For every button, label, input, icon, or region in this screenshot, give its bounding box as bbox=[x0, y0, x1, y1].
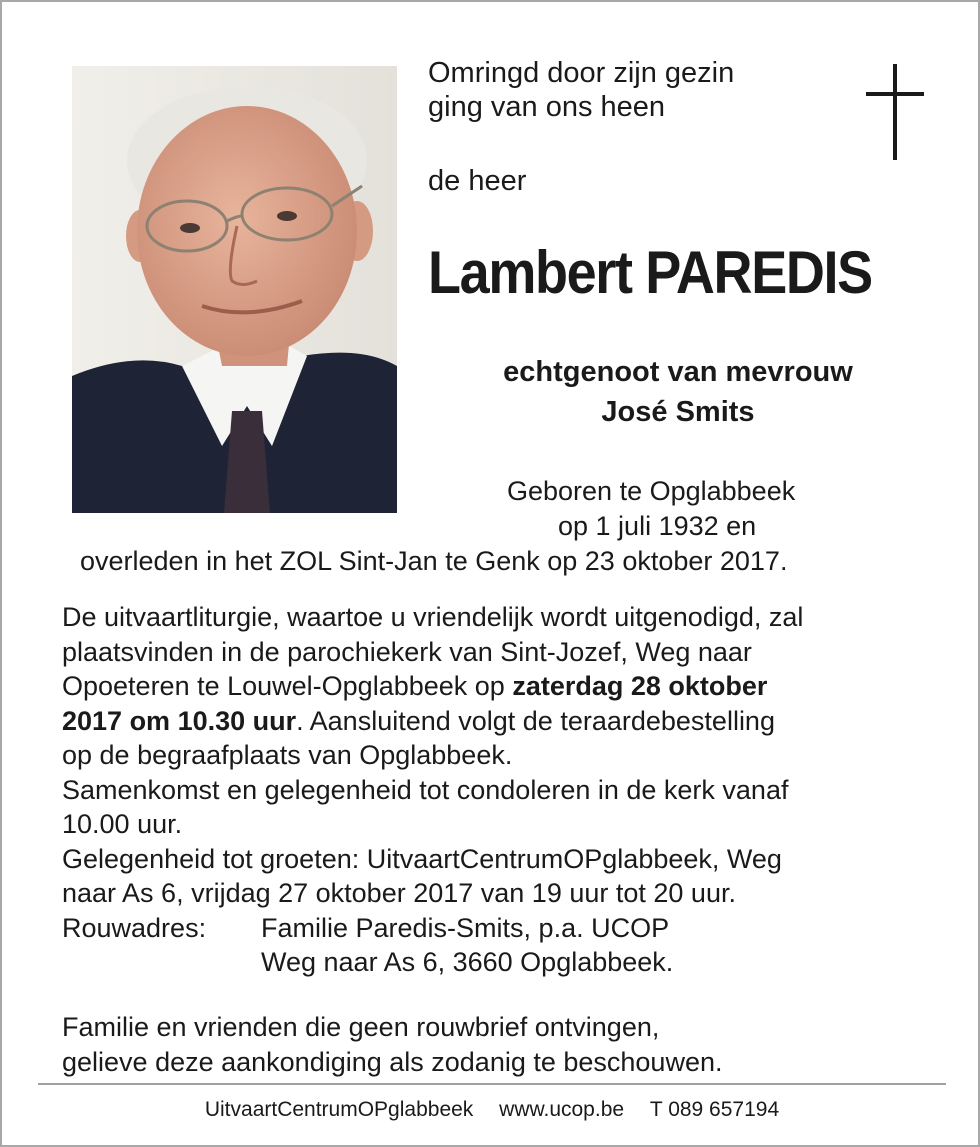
closing-line: gelieve deze aankondiging als zodanig te beschouwen. bbox=[62, 1047, 723, 1077]
birth-date-line: op 1 juli 1932 en bbox=[558, 511, 757, 541]
spouse-line: echtgenoot van mevrouw bbox=[503, 356, 853, 388]
gathering-line: Samenkomst en gelegenheid tot condoleren in de kerk vanaf bbox=[62, 774, 789, 805]
address-value: Familie Paredis-Smits, p.a. UCOP bbox=[261, 912, 670, 943]
funeral-text: Opoeteren te Louwel-Opglabbeek op bbox=[62, 671, 513, 701]
honorific: de heer bbox=[428, 165, 527, 197]
viewing-line: Gelegenheid tot groeten: UitvaartCentrumOPglabbeek, Weg bbox=[62, 843, 782, 874]
funeral-time: 2017 om 10.30 uur bbox=[62, 705, 297, 736]
address-label: Rouwadres: bbox=[62, 912, 207, 943]
footer-phone: T 089 657194 bbox=[649, 1098, 780, 1121]
funeral-line: De uitvaartliturgie, waartoe u vriendelijk wordt uitgenodigd, zal bbox=[62, 602, 804, 632]
death-line: overleden in het ZOL Sint-Jan te Genk op 23 oktober 2017. bbox=[80, 546, 788, 576]
address-line: Weg naar As 6, 3660 Opglabbeek. bbox=[261, 947, 674, 977]
closing-note bbox=[62, 1010, 723, 1080]
footer-company: UitvaartCentrumOPglabbeek bbox=[204, 1098, 474, 1121]
intro-line: Omringd door zijn gezin bbox=[428, 57, 735, 89]
address-line bbox=[62, 911, 942, 946]
funeral-text: . Aansluitend volgt de teraardebestelling bbox=[296, 705, 775, 736]
funeral-line bbox=[62, 704, 942, 739]
closing-line: Familie en vrienden die geen rouwbrief ontvingen, bbox=[62, 1012, 660, 1042]
deceased-name: Lambert PAREDIS bbox=[428, 239, 872, 306]
funeral-date: zaterdag 28 oktober bbox=[512, 671, 768, 701]
footer-divider bbox=[38, 1083, 946, 1085]
funeral-line: plaatsvinden in de parochiekerk van Sint-Jozef, Weg naar bbox=[62, 636, 752, 667]
birth-line: Geboren te Opglabbeek bbox=[507, 476, 796, 506]
funeral-line: op de begraafplaats van Opglabbeek. bbox=[62, 740, 513, 770]
intro-line: ging van ons heen bbox=[428, 91, 666, 123]
spouse-name: José Smits bbox=[601, 396, 755, 428]
intro-text bbox=[428, 56, 734, 124]
spouse-block bbox=[428, 352, 928, 432]
portrait-photo bbox=[72, 66, 397, 513]
gathering-line: 10.00 uur. bbox=[62, 809, 183, 839]
viewing-line: naar As 6, vrijdag 27 oktober 2017 van 19 uur tot 20 uur. bbox=[62, 878, 736, 908]
cross-icon bbox=[866, 64, 924, 160]
announcement-body bbox=[62, 600, 942, 980]
footer bbox=[2, 1098, 980, 1122]
footer-website[interactable]: www.ucop.be bbox=[499, 1098, 625, 1121]
funeral-line bbox=[62, 669, 942, 704]
